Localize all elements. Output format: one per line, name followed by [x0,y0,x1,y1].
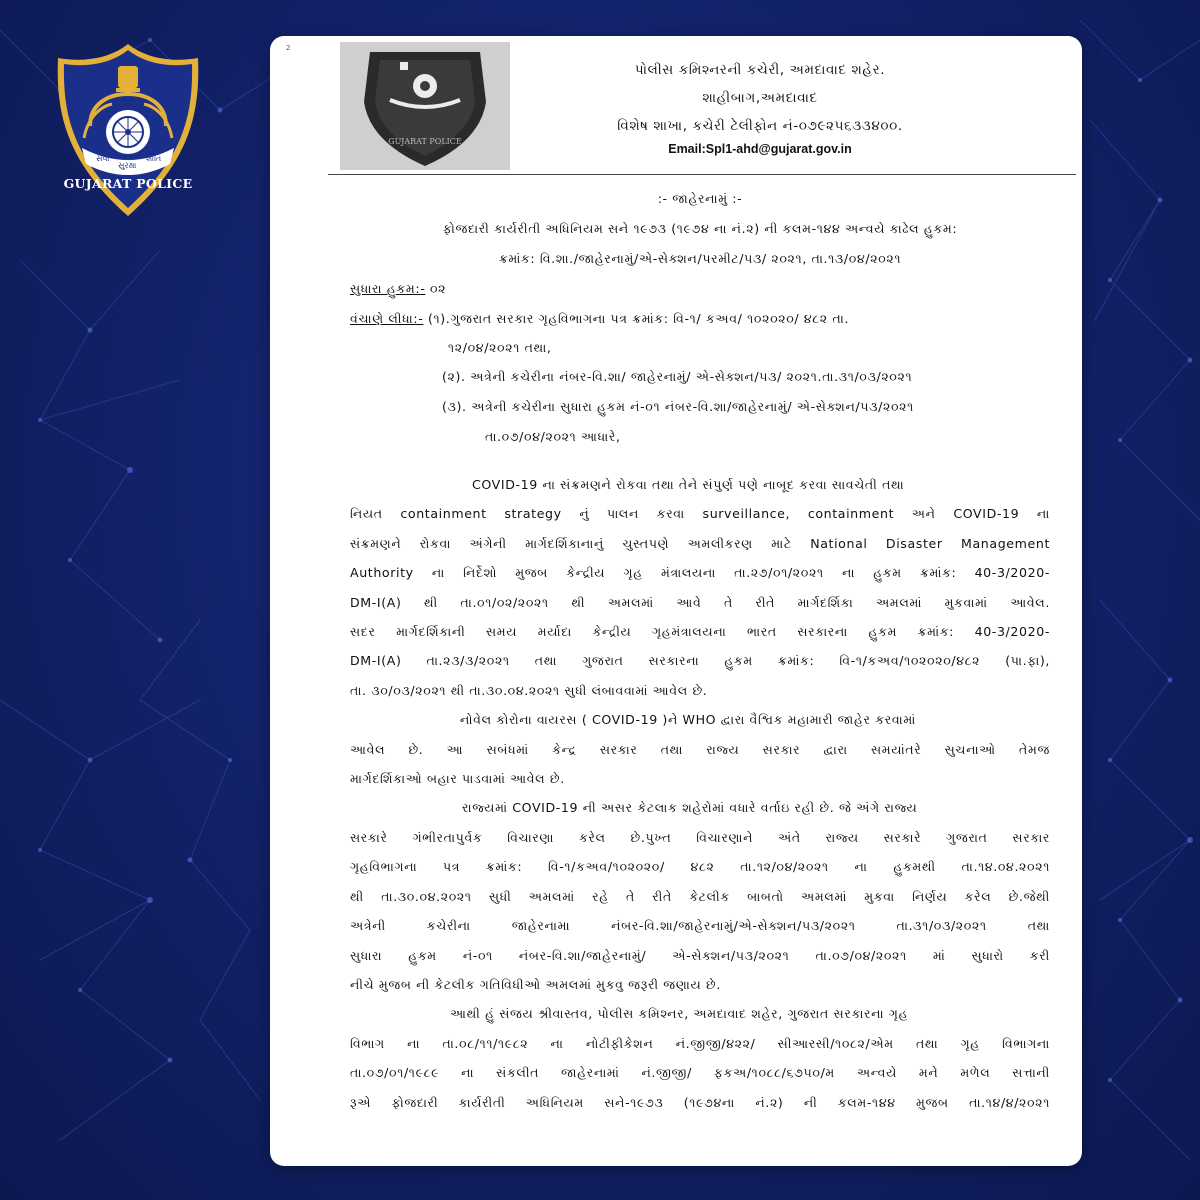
page-mark: 2 [286,44,291,52]
office-email: Email:Spl1-ahd@gujarat.gov.in [668,142,852,156]
paragraph-line: COVID-19 ના સંક્રમણને રોકવા તથા તેને સંપુર્ણ પણે નાબૂદ કરવા સાવચેતી તથા [472,477,905,492]
office-name: પોલીસ કમિશ્નરની કચેરી, અમદાવાદ શહેર. [634,62,886,78]
amendment-label: સુધારા હુકમ:- [350,281,426,296]
svg-text:સુરક્ષા: સુરક્ષા [118,161,137,170]
paragraph-line: માર્ગદર્શિકાઓ બહાર પાડવામાં આવેલ છે. [350,771,565,787]
read-label: વંચાણે લીધા:- [350,311,424,326]
paragraph-1 [350,470,1050,705]
amendment-value: ૦૨ [429,281,447,296]
paragraph-line: ગૃહવિભાગના પત્ર ક્રમાંક: વિ-૧/કઅવ/૧૦૨૦૨૦/ ૪૮૨ તા.૧૨/૦૪/૨૦૨૧ ના હુકમથી તા.૧૪.૦૪.૨૦૨૧ [350,859,1050,875]
paragraph-line: સદર માર્ગદર્શિકાની સમય મર્યાદા કેન્દ્રીય ગૃહમંત્રાલયના ભારત સરકારના હુકમ ક્રમાંક: 40-3/2020- [350,624,1050,640]
paragraph-line: DM-I(A) થી તા.૦૧/૦૨/૨૦૨૧ થી અમલમાં આવે તે રીતે માર્ગદર્શિકા અમલમાં મુકવામાં આવેલ. [350,594,1050,610]
paragraph-line: આથી હું સંજય શ્રીવાસ્તવ, પોલીસ કમિશ્નર, અમદાવાદ શહેર, ગુજરાત સરકારના ગૃહ [450,1006,909,1022]
paragraph-line: અત્રેની કચેરીના જાહેરનામા નંબર-વિ.શા/જાહેરનામું/એ-સેક્શન/૫૩/૨૦૨૧ તા.૩૧/૦૩/૨૦૨૧ તથા [350,918,1050,934]
office-phone: વિશેષ શાખા, કચેરી ટેલીફોન નં-૦૭૯૨૫૬૩૩૪૦૦. [617,118,903,134]
reference-item: (૨). અત્રેની કચેરીના નંબર-વિ.શા/ જાહેરનામું/ એ-સેક્શન/૫૩/ ૨૦૨૧.તા.૩૧/૦૩/૨૦૨૧ [442,369,913,384]
reference-item: (૧).ગુજરાત સરકાર ગૃહવિભાગના પત્ર ક્રમાંક: વિ-૧/ કઅવ/ ૧૦૨૦૨૦/ ૪૮૨ તા. [427,311,850,326]
amendment-line [350,274,1050,304]
svg-text:GUJARAT POLICE: GUJARAT POLICE [388,137,462,146]
reference-item: ૧૨/૦૪/૨૦૨૧ તથા, [448,340,552,355]
paragraph-line: સંક્રમણને રોકવા અંગેની માર્ગદર્શિકાનાનું ચુસ્તપણે અમલીકરણ માટે National Disaster Management [350,535,1050,551]
paragraph-line: સુધારા હુકમ નં-૦૧ નંબર-વિ.શા/જાહેરનામું/ એ-સેક્શન/૫૩/૨૦૨૧ તા.૦૭/૦૪/૨૦૨૧ માં સુધારો કરી [350,947,1050,963]
paragraph-2 [350,705,1050,793]
paragraph-line: રાજ્યમાં COVID-19 ની અસર કેટલાક શહેરોમાં વધારે વર્તાઇ રહી છે. જે અંગે રાજ્ય [462,800,918,816]
paragraph-line: DM-I(A) તા.૨૩/૩/૨૦૨૧ તથા ગુજરાત સરકારના હુકમ ક્રમાંક: વિ-૧/કઅવ/૧૦૨૦૨૦/૪૮૨ (પા.ફા), [350,653,1050,669]
paragraph-line: તા.૦૭/૦૧/૧૯૮૯ ના સંકલીત જાહેરનામાં નં.જીજી/ ફકઅ/૧૦૮૮/૬૭૫૦/મ અન્વયે મને મળેલ સત્તાની [350,1065,1050,1081]
office-address: શાહીબાગ,અમદાવાદ [702,90,818,106]
paragraph-line: તા. ૩૦/૦૩/૨૦૨૧ થી તા.૩૦.૦૪.૨૦૨૧ સુધી લંબાવવામાં આવેલ છે. [350,682,708,698]
reference-line-1 [350,304,1050,334]
paragraph-line: આવેલ છે. આ સબંધમાં કેન્દ્ર સરકાર તથા રાજ્ય સરકાર દ્વારા સમયાંતરે સુચનાઓ તેમજ [350,741,1050,757]
paragraph-3 [350,793,1050,999]
ashoka-chakra-icon [106,110,150,154]
svg-text:શાંતિ: શાંતિ [146,154,162,163]
paragraph-line: રૂએ ફોજદારી કાર્યરીતી અધિનિયમ સને-૧૯૭૩ (૧૯૭૪ના નં.૨) ની કલમ-૧૪૪ મુજબ તા.૧૪/૪/૨૦૨૧ [350,1094,1050,1110]
header-divider [328,174,1076,175]
reference-item: (૩). અત્રેની કચેરીના સુધારા હુકમ નં-૦૧ નંબર-વિ.શા/જાહેરનામું/ એ-સેક્શન/૫૩/૨૦૨૧ [442,399,914,414]
paragraph-4 [350,999,1050,1117]
gujarat-police-logo [52,40,204,220]
svg-text:સેવા: સેવા [96,154,110,163]
paragraph-line: નીચે મુજબ ની કેટલીક ગતિવિધીઓ અમલમાં મુકવુ જરૂરી જણાય છે. [350,976,721,992]
office-header [510,56,1010,156]
paragraph-line: નિયત containment strategy નું પાલન કરવા surveillance, containment અને COVID-19 ના [350,506,1050,522]
paragraph-line: Authority ના નિર્દેશો મુજબ કેન્દ્રીય ગૃહ મંત્રાલયના તા.૨૭/૦૧/૨૦૨૧ ના હુકમ ક્રમાંક: 40-3/2020- [350,565,1050,581]
logo-name: GUJARAT POLICE [63,176,193,191]
paragraph-line: થી તા.૩૦.૦૪.૨૦૨૧ સુધી અમલમાં રહે તે રીતે કેટલીક બાબતો અમલમાં મુકવા નિર્ણય કરેલ છે.જેથી [350,888,1050,904]
document-title: :- જાહેરનામું :- [657,191,743,206]
paragraph-line: વિભાગ ના તા.૦૮/૧૧/૧૯૮૨ ના નોટીફીકેશન નં.જીજી/૪૨૨/ સીઆરસી/૧૦૮૨/એમ તથા ગૃહ વિભાગના [350,1035,1050,1051]
document-subtitle: ફોજદારી કાર્યરીતી અધિનિયમ સને ૧૯૭૩ (૧૯૭૪ ના નં.૨) ની કલમ-૧૪૪ અન્વયે કાઢેલ હુકમ: [442,221,958,236]
order-number: ક્રમાંક: વિ.શા./જાહેરનામું/એ-સેક્શન/પરમીટ/૫૩/ ૨૦૨૧, તા.૧૩/૦૪/૨૦૨૧ [498,251,902,266]
paragraph-line: નોવેલ કોરોના વાયરસ ( COVID-19 )ને WHO દ્વારા વૈશ્વિક મહામારી જાહેર કરવામાં [460,712,916,728]
police-badge-image [340,42,510,170]
emblem-icon [116,66,140,92]
document-sheet [270,36,1082,1166]
document-body [350,184,1050,1117]
paragraph-line: સરકારે ગંભીરતાપુર્વક વિચારણા કરેલ છે.પુખ્ત વિચારણાને અંતે રાજ્ય સરકારે ગુજરાત સરકાર [350,829,1050,845]
reference-item: તા.૦૭/૦૪/૨૦૨૧ આધારે, [485,429,621,444]
